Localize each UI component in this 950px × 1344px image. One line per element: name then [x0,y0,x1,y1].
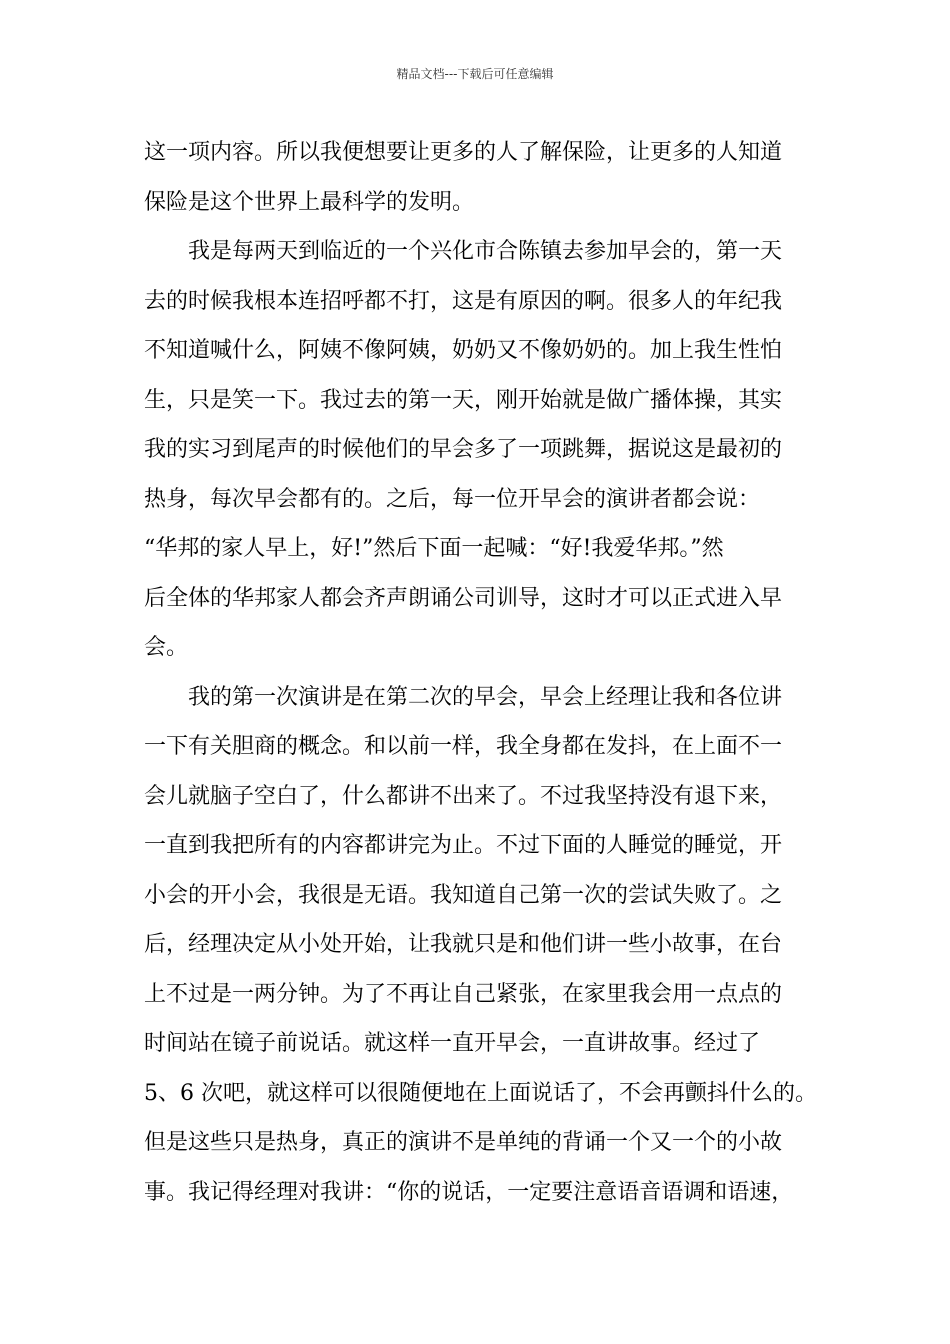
text-line: 上不过是一两分钟。为了不再让自己紧张，在家里我会用一点点的 [144,981,783,1007]
text-line: 会儿就脑子空白了，什么都讲不出来了。不过我坚持没有退下来， [144,783,783,809]
text-line: 5、6 次吧，就这样可以很随便地在上面说话了，不会再颤抖什么的。 [144,1080,817,1106]
text-line: 去的时候我根本连招呼都不打，这是有原因的啊。很多人的年纪我 [144,288,783,314]
page-header: 精品文档---下载后可任意编辑 [396,67,554,81]
text-line: 后全体的华邦家人都会齐声朗诵公司训导，这时才可以正式进入早 [144,585,783,611]
text-line: 保险是这个世界上最科学的发明。 [144,189,475,215]
text-line: 事。我记得经理对我讲：“你的说话，一定要注意语音语调和语速， [144,1179,794,1205]
text-line: 会。 [144,635,189,660]
text-line: 热身，每次早会都有的。之后，每一位开早会的演讲者都会说： [144,486,761,512]
text-line: 后，经理决定从小处开始，让我就只是和他们讲一些小故事，在台 [144,932,783,957]
text-line: 时间站在镜子前说话。就这样一直开早会，一直讲故事。经过了 [144,1031,761,1056]
text-line: “华邦的家人早上，好!”然后下面一起喊：“好!我爱华邦。”然 [144,536,724,561]
text-line: 一下有关胆商的概念。和以前一样，我全身都在发抖，在上面不一 [144,734,783,759]
text-line: 这一项内容。所以我便想要让更多的人了解保险，让更多的人知道 [144,140,783,165]
text-line: 生，只是笑一下。我过去的第一天，刚开始就是做广播体操，其实 [144,387,783,413]
text-line: 我的实习到尾声的时候他们的早会多了一项跳舞，据说这是最初的 [144,437,783,462]
text-line: 小会的开小会，我很是无语。我知道自己第一次的尝试失败了。之 [144,882,783,908]
document-body [144,128,824,1217]
text-line: 一直到我把所有的内容都讲完为止。不过下面的人睡觉的睡觉，开 [144,833,783,858]
text-line: 但是这些只是热身，真正的演讲不是单纯的背诵一个又一个的小故 [144,1130,783,1155]
text-line: 我是每两天到临近的一个兴化市合陈镇去参加早会的，第一天 [144,239,783,264]
text-line: 我的第一次演讲是在第二次的早会，早会上经理让我和各位讲 [144,684,783,710]
text-line: 不知道喊什么，阿姨不像阿姨，奶奶又不像奶奶的。加上我生性怕 [144,338,783,363]
